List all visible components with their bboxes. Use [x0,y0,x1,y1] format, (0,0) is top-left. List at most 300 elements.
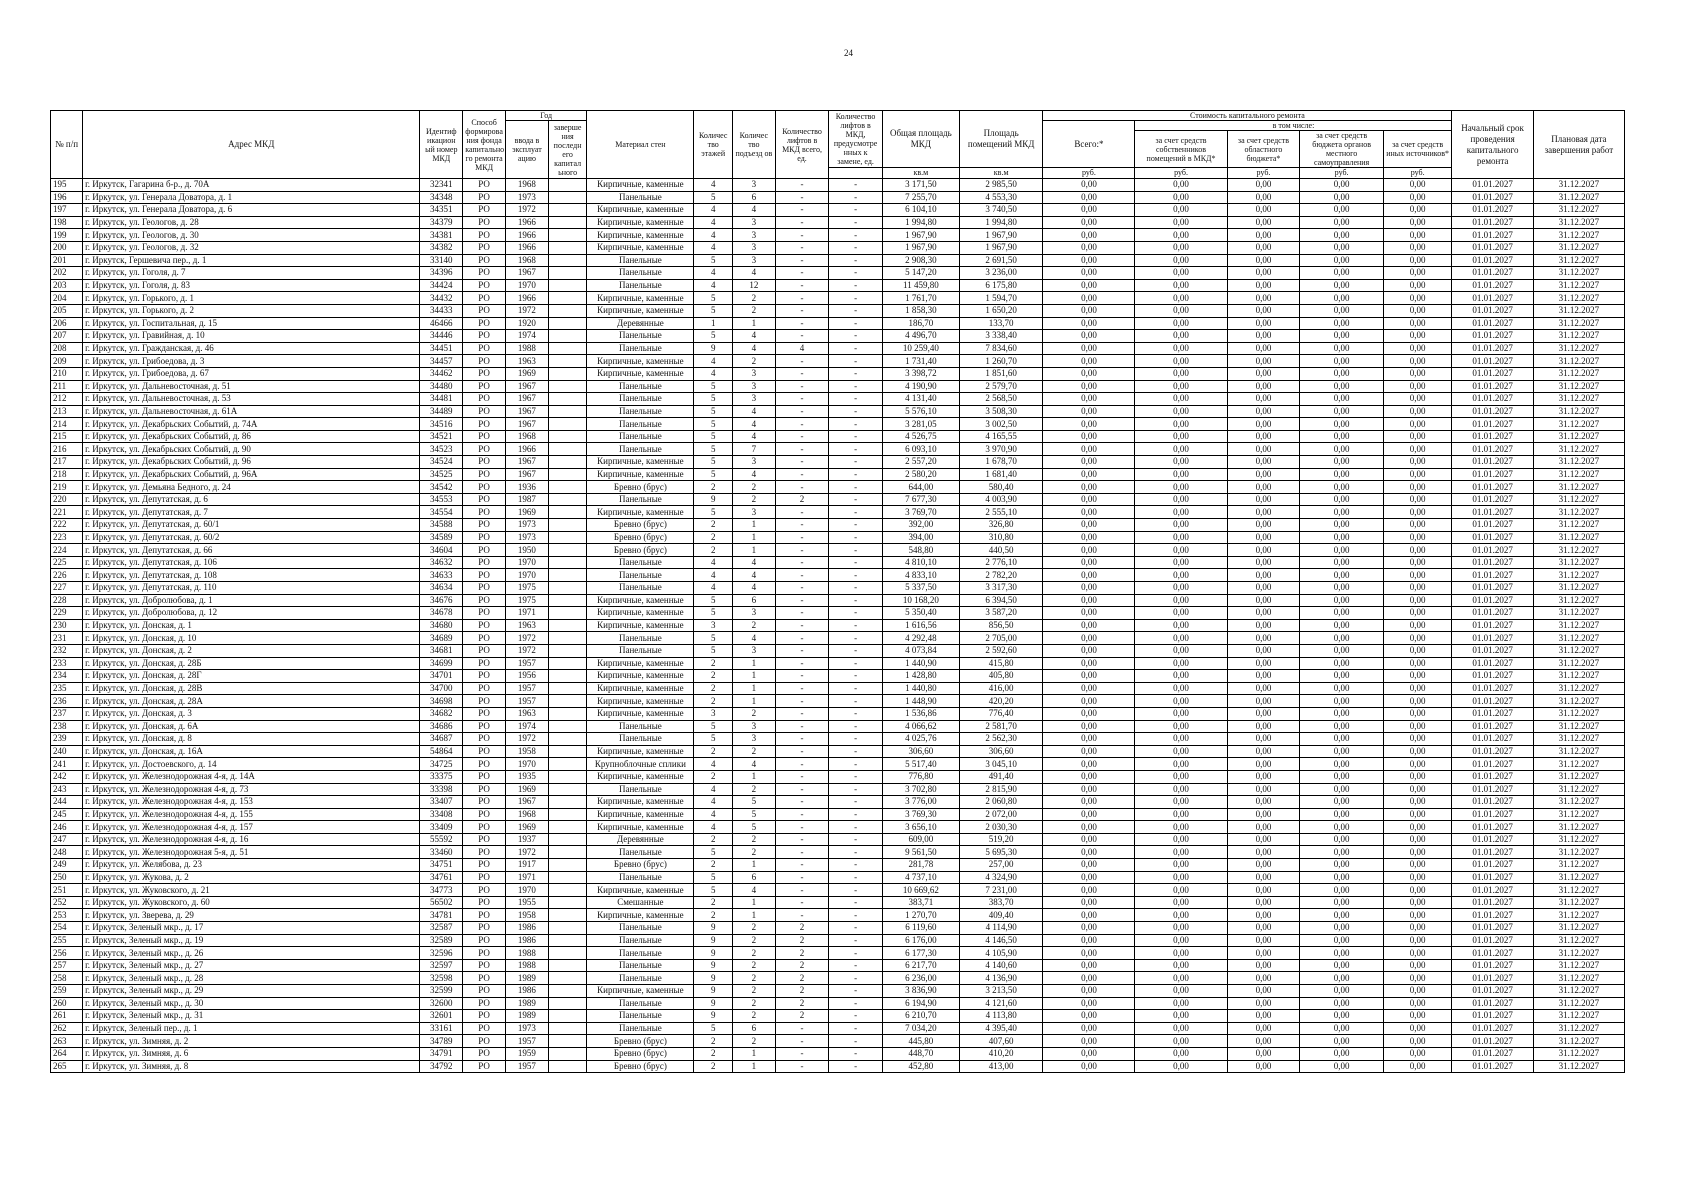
premises-area-cell: 2 555,10 [959,506,1043,519]
cost-regional-cell: 0,00 [1227,922,1300,935]
end-date-cell: 31.12.2027 [1533,796,1624,809]
total-area-cell: 10 259,40 [882,342,959,355]
ident-number-cell: 32598 [420,972,463,985]
end-date-cell: 31.12.2027 [1533,405,1624,418]
floors-cell: 9 [694,985,733,998]
lifts-total-cell: - [775,833,829,846]
premises-area-cell: 1 594,70 [959,292,1043,305]
cost-owners-cell: 0,00 [1135,745,1227,758]
lifts-replace-cell: - [829,959,883,972]
address-cell: г. Иркутск, ул. Депутатская, д. 7 [83,506,420,519]
end-date-cell: 31.12.2027 [1533,922,1624,935]
end-date-cell: 31.12.2027 [1533,317,1624,330]
premises-area-cell: 4 114,90 [959,922,1043,935]
year-last-repair-cell [548,418,587,431]
entrances-cell: 1 [732,317,775,330]
row-number-cell: 222 [51,519,83,532]
cost-other-cell: 0,00 [1383,934,1452,947]
lifts-total-cell: - [775,707,829,720]
premises-area-cell: 7 231,00 [959,884,1043,897]
cost-local-cell: 0,00 [1300,670,1384,683]
row-number-cell: 253 [51,909,83,922]
row-number-cell: 197 [51,204,83,217]
row-number-cell: 214 [51,418,83,431]
year-built-cell: 1972 [506,632,549,645]
ident-number-cell: 34554 [420,506,463,519]
cost-owners-cell: 0,00 [1135,695,1227,708]
end-date-cell: 31.12.2027 [1533,380,1624,393]
ident-number-cell: 34632 [420,556,463,569]
fund-method-cell: РО [463,556,506,569]
premises-area-cell: 2 562,30 [959,733,1043,746]
row-number-cell: 213 [51,405,83,418]
cost-regional-cell: 0,00 [1227,997,1300,1010]
cost-total-cell: 0,00 [1043,405,1135,418]
cost-total-cell: 0,00 [1043,594,1135,607]
ident-number-cell: 34480 [420,380,463,393]
cost-other-cell: 0,00 [1383,380,1452,393]
floors-cell: 5 [694,506,733,519]
wall-material-cell: Панельные [587,846,694,859]
row-number-cell: 230 [51,619,83,632]
address-cell: г. Иркутск, ул. Достоевского, д. 14 [83,758,420,771]
cost-regional-cell: 0,00 [1227,796,1300,809]
lifts-total-cell: - [775,1047,829,1060]
total-area-cell: 452,80 [882,1060,959,1073]
table-row [51,707,1625,720]
cost-other-cell: 0,00 [1383,922,1452,935]
address-cell: г. Иркутск, ул. Донская, д. 10 [83,632,420,645]
col-method-header: Способ формирова ния фонда капитально го ремонта МКД [463,111,506,179]
cost-local-cell: 0,00 [1300,355,1384,368]
unit-cell: руб. [1043,168,1135,179]
cost-owners-cell: 0,00 [1135,544,1227,557]
row-number-cell: 220 [51,493,83,506]
cost-total-cell: 0,00 [1043,1022,1135,1035]
table-row [51,1060,1625,1073]
cost-other-cell: 0,00 [1383,833,1452,846]
floors-cell: 4 [694,267,733,280]
table-row [51,279,1625,292]
total-area-cell: 3 836,90 [882,985,959,998]
lifts-replace-cell: - [829,556,883,569]
total-area-cell: 1 616,56 [882,619,959,632]
ident-number-cell: 34481 [420,393,463,406]
year-built-cell: 1958 [506,909,549,922]
year-last-repair-cell [548,733,587,746]
cost-regional-cell: 0,00 [1227,1060,1300,1073]
lifts-replace-cell: - [829,569,883,582]
cost-local-cell: 0,00 [1300,1035,1384,1048]
ident-number-cell: 34523 [420,443,463,456]
floors-cell: 9 [694,922,733,935]
year-built-cell: 1959 [506,1047,549,1060]
address-cell: г. Иркутск, ул. Железнодорожная 4-я, д. 157 [83,821,420,834]
year-last-repair-cell [548,544,587,557]
table-row [51,947,1625,960]
cost-owners-cell: 0,00 [1135,342,1227,355]
lifts-replace-cell: - [829,1047,883,1060]
premises-area-cell: 257,00 [959,859,1043,872]
year-built-cell: 1967 [506,468,549,481]
start-date-cell: 01.01.2027 [1452,997,1533,1010]
row-number-cell: 235 [51,682,83,695]
cost-other-cell: 0,00 [1383,468,1452,481]
total-area-cell: 1 761,70 [882,292,959,305]
table-row [51,241,1625,254]
fund-method-cell: РО [463,833,506,846]
table-row [51,216,1625,229]
row-number-cell: 233 [51,657,83,670]
wall-material-cell: Кирпичные, каменные [587,304,694,317]
floors-cell: 2 [694,770,733,783]
lifts-replace-cell: - [829,871,883,884]
start-date-cell: 01.01.2027 [1452,796,1533,809]
year-last-repair-cell [548,707,587,720]
cost-total-cell: 0,00 [1043,833,1135,846]
ident-number-cell: 34524 [420,456,463,469]
start-date-cell: 01.01.2027 [1452,544,1533,557]
premises-area-cell: 2 705,00 [959,632,1043,645]
cost-owners-cell: 0,00 [1135,959,1227,972]
cost-regional-cell: 0,00 [1227,833,1300,846]
year-last-repair-cell [548,997,587,1010]
lifts-total-cell: - [775,241,829,254]
ident-number-cell: 34634 [420,582,463,595]
wall-material-cell: Панельные [587,342,694,355]
wall-material-cell: Панельные [587,191,694,204]
total-area-cell: 281,78 [882,859,959,872]
address-cell: г. Иркутск, ул. Генерала Доватора, д. 6 [83,204,420,217]
address-cell: г. Иркутск, ул. Дальневосточная, д. 53 [83,393,420,406]
entrances-cell: 1 [732,531,775,544]
end-date-cell: 31.12.2027 [1533,632,1624,645]
cost-other-cell: 0,00 [1383,481,1452,494]
total-area-cell: 383,71 [882,896,959,909]
cost-regional-cell: 0,00 [1227,229,1300,242]
start-date-cell: 01.01.2027 [1452,582,1533,595]
ident-number-cell: 34699 [420,657,463,670]
cost-regional-cell: 0,00 [1227,846,1300,859]
premises-area-cell: 5 695,30 [959,846,1043,859]
year-last-repair-cell [548,279,587,292]
fund-method-cell: РО [463,770,506,783]
cost-total-cell: 0,00 [1043,330,1135,343]
year-built-cell: 1970 [506,758,549,771]
cost-regional-cell: 0,00 [1227,707,1300,720]
end-date-cell: 31.12.2027 [1533,733,1624,746]
premises-area-cell: 306,60 [959,745,1043,758]
row-number-cell: 216 [51,443,83,456]
table-row [51,519,1625,532]
row-number-cell: 206 [51,317,83,330]
row-number-cell: 225 [51,556,83,569]
cost-total-cell: 0,00 [1043,670,1135,683]
lifts-replace-cell: - [829,695,883,708]
total-area-cell: 6 217,70 [882,959,959,972]
wall-material-cell: Панельные [587,972,694,985]
table-row [51,317,1625,330]
col-address-header: Адрес МКД [83,111,420,179]
table-row [51,972,1625,985]
year-last-repair-cell [548,191,587,204]
col-start-header: Начальный срок проведения капитального ремонта [1452,111,1533,179]
table-row [51,418,1625,431]
fund-method-cell: РО [463,569,506,582]
cost-other-cell: 0,00 [1383,1010,1452,1023]
address-cell: г. Иркутск, ул. Желябова, д. 23 [83,859,420,872]
ident-number-cell: 34542 [420,481,463,494]
lifts-total-cell: - [775,456,829,469]
cost-regional-cell: 0,00 [1227,418,1300,431]
ident-number-cell: 34687 [420,733,463,746]
start-date-cell: 01.01.2027 [1452,695,1533,708]
year-last-repair-cell [548,342,587,355]
cost-total-cell: 0,00 [1043,959,1135,972]
entrances-cell: 3 [732,644,775,657]
floors-cell: 2 [694,1060,733,1073]
table-row [51,922,1625,935]
year-built-cell: 1970 [506,569,549,582]
wall-material-cell: Панельные [587,733,694,746]
cost-regional-cell: 0,00 [1227,959,1300,972]
cost-other-cell: 0,00 [1383,695,1452,708]
cost-local-cell: 0,00 [1300,1060,1384,1073]
fund-method-cell: РО [463,720,506,733]
ident-number-cell: 32596 [420,947,463,960]
year-built-cell: 1969 [506,367,549,380]
cost-other-cell: 0,00 [1383,959,1452,972]
cost-total-cell: 0,00 [1043,707,1135,720]
start-date-cell: 01.01.2027 [1452,682,1533,695]
cost-other-cell: 0,00 [1383,544,1452,557]
ident-number-cell: 34698 [420,695,463,708]
cost-total-cell: 0,00 [1043,934,1135,947]
total-area-cell: 4 737,10 [882,871,959,884]
end-date-cell: 31.12.2027 [1533,1010,1624,1023]
row-number-cell: 202 [51,267,83,280]
total-area-cell: 4 190,90 [882,380,959,393]
end-date-cell: 31.12.2027 [1533,619,1624,632]
entrances-cell: 3 [732,367,775,380]
start-date-cell: 01.01.2027 [1452,292,1533,305]
total-area-cell: 5 350,40 [882,607,959,620]
year-built-cell: 1970 [506,279,549,292]
premises-area-cell: 3 740,50 [959,204,1043,217]
premises-area-cell: 4 395,40 [959,1022,1043,1035]
floors-cell: 5 [694,443,733,456]
total-area-cell: 644,00 [882,481,959,494]
table-row [51,342,1625,355]
cost-other-cell: 0,00 [1383,191,1452,204]
cost-owners-cell: 0,00 [1135,632,1227,645]
cost-total-cell: 0,00 [1043,1047,1135,1060]
year-last-repair-cell [548,216,587,229]
floors-cell: 9 [694,934,733,947]
cost-local-cell: 0,00 [1300,468,1384,481]
year-built-cell: 1987 [506,493,549,506]
entrances-cell: 4 [732,582,775,595]
fund-method-cell: РО [463,884,506,897]
premises-area-cell: 420,20 [959,695,1043,708]
cost-owners-cell: 0,00 [1135,796,1227,809]
ident-number-cell: 33409 [420,821,463,834]
start-date-cell: 01.01.2027 [1452,279,1533,292]
cost-total-cell: 0,00 [1043,985,1135,998]
cost-regional-cell: 0,00 [1227,657,1300,670]
cost-total-cell: 0,00 [1043,758,1135,771]
row-number-cell: 262 [51,1022,83,1035]
start-date-cell: 01.01.2027 [1452,884,1533,897]
fund-method-cell: РО [463,997,506,1010]
cost-local-cell: 0,00 [1300,569,1384,582]
cost-other-cell: 0,00 [1383,405,1452,418]
lifts-total-cell: - [775,304,829,317]
premises-area-cell: 3 508,30 [959,405,1043,418]
end-date-cell: 31.12.2027 [1533,644,1624,657]
wall-material-cell: Панельные [587,582,694,595]
cost-other-cell: 0,00 [1383,607,1452,620]
cost-regional-cell: 0,00 [1227,430,1300,443]
cost-owners-cell: 0,00 [1135,884,1227,897]
wall-material-cell: Кирпичные, каменные [587,745,694,758]
cost-total-cell: 0,00 [1043,682,1135,695]
end-date-cell: 31.12.2027 [1533,947,1624,960]
cost-total-cell: 0,00 [1043,922,1135,935]
ident-number-cell: 32587 [420,922,463,935]
end-date-cell: 31.12.2027 [1533,607,1624,620]
row-number-cell: 242 [51,770,83,783]
floors-cell: 4 [694,216,733,229]
ident-number-cell: 33407 [420,796,463,809]
start-date-cell: 01.01.2027 [1452,959,1533,972]
entrances-cell: 6 [732,594,775,607]
premises-area-cell: 2 568,50 [959,393,1043,406]
entrances-cell: 1 [732,519,775,532]
cost-local-cell: 0,00 [1300,745,1384,758]
fund-method-cell: РО [463,468,506,481]
fund-method-cell: РО [463,330,506,343]
total-area-cell: 7 677,30 [882,493,959,506]
year-built-cell: 1988 [506,947,549,960]
cost-other-cell: 0,00 [1383,1060,1452,1073]
lifts-replace-cell: - [829,1010,883,1023]
col-own-header: за счет средств собственников помещений в МКД* [1135,131,1227,168]
wall-material-cell: Деревянные [587,833,694,846]
cost-owners-cell: 0,00 [1135,367,1227,380]
cost-owners-cell: 0,00 [1135,393,1227,406]
lifts-replace-cell: - [829,179,883,192]
cost-total-cell: 0,00 [1043,1010,1135,1023]
address-cell: г. Иркутск, ул. Грибоедова, д. 67 [83,367,420,380]
address-cell: г. Иркутск, Зеленый мкр., д. 28 [83,972,420,985]
cost-total-cell: 0,00 [1043,393,1135,406]
cost-regional-cell: 0,00 [1227,481,1300,494]
cost-local-cell: 0,00 [1300,695,1384,708]
premises-area-cell: 415,80 [959,657,1043,670]
cost-other-cell: 0,00 [1383,179,1452,192]
year-last-repair-cell [548,770,587,783]
start-date-cell: 01.01.2027 [1452,355,1533,368]
lifts-replace-cell: - [829,493,883,506]
entrances-cell: 3 [732,607,775,620]
floors-cell: 2 [694,657,733,670]
cost-local-cell: 0,00 [1300,758,1384,771]
floors-cell: 2 [694,481,733,494]
premises-area-cell: 4 165,55 [959,430,1043,443]
cost-owners-cell: 0,00 [1135,997,1227,1010]
fund-method-cell: РО [463,783,506,796]
cost-owners-cell: 0,00 [1135,808,1227,821]
cost-regional-cell: 0,00 [1227,733,1300,746]
table-row [51,544,1625,557]
repair-plan-table [50,110,1625,1073]
start-date-cell: 01.01.2027 [1452,1010,1533,1023]
entrances-cell: 1 [732,657,775,670]
year-built-cell: 1972 [506,644,549,657]
cost-other-cell: 0,00 [1383,745,1452,758]
start-date-cell: 01.01.2027 [1452,745,1533,758]
table-body [51,179,1625,1073]
fund-method-cell: РО [463,191,506,204]
row-number-cell: 256 [51,947,83,960]
premises-area-cell: 4 324,90 [959,871,1043,884]
total-area-cell: 2 908,30 [882,254,959,267]
entrances-cell: 2 [732,292,775,305]
address-cell: г. Иркутск, ул. Геологов, д. 28 [83,216,420,229]
total-area-cell: 4 496,70 [882,330,959,343]
cost-local-cell: 0,00 [1300,833,1384,846]
ident-number-cell: 34686 [420,720,463,733]
row-number-cell: 254 [51,922,83,935]
lifts-replace-cell: - [829,997,883,1010]
cost-regional-cell: 0,00 [1227,204,1300,217]
address-cell: г. Иркутск, ул. Геологов, д. 32 [83,241,420,254]
entrances-cell: 2 [732,619,775,632]
premises-area-cell: 519,20 [959,833,1043,846]
total-area-cell: 4 066,62 [882,720,959,733]
cost-total-cell: 0,00 [1043,556,1135,569]
row-number-cell: 232 [51,644,83,657]
lifts-total-cell: 2 [775,934,829,947]
cost-regional-cell: 0,00 [1227,758,1300,771]
wall-material-cell: Крупноблочные сплики [587,758,694,771]
ident-number-cell: 34791 [420,1047,463,1060]
table-row [51,506,1625,519]
ident-number-cell: 34382 [420,241,463,254]
address-cell: г. Иркутск, ул. Жуковского, д. 21 [83,884,420,897]
floors-cell: 4 [694,241,733,254]
cost-regional-cell: 0,00 [1227,493,1300,506]
fund-method-cell: РО [463,758,506,771]
cost-local-cell: 0,00 [1300,506,1384,519]
year-built-cell: 1973 [506,531,549,544]
entrances-cell: 2 [732,493,775,506]
year-last-repair-cell [548,531,587,544]
fund-method-cell: РО [463,1035,506,1048]
cost-owners-cell: 0,00 [1135,418,1227,431]
fund-method-cell: РО [463,317,506,330]
cost-regional-cell: 0,00 [1227,292,1300,305]
floors-cell: 4 [694,204,733,217]
cost-local-cell: 0,00 [1300,896,1384,909]
lifts-replace-cell: - [829,733,883,746]
row-number-cell: 198 [51,216,83,229]
table-row [51,367,1625,380]
lifts-total-cell: - [775,783,829,796]
row-number-cell: 248 [51,846,83,859]
lifts-total-cell: 2 [775,947,829,960]
